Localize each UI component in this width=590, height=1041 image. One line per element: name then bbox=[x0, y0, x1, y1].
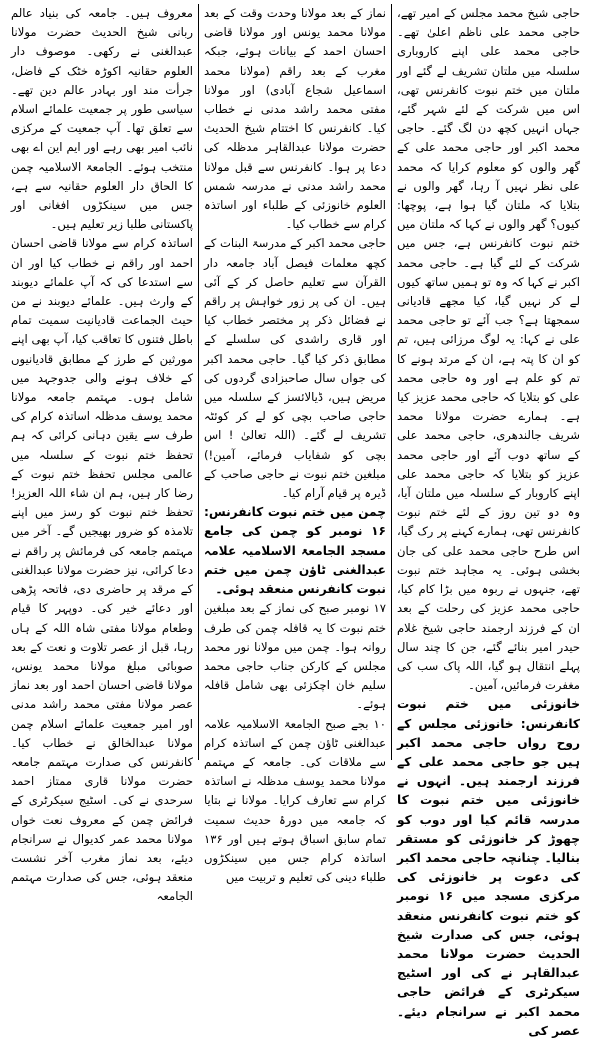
paragraph: حاجی شیخ محمد مجلس کے امیر تھے، حاجی محمد علی ناظم اعلیٰ تھے۔ حاجی محمد علی اپنے کاروباری سلسلہ میں ملتان تشریف لے گئے اور ملتان میں ختم نبوت کانفرنس تھی، اس میں شرکت کے لئے شہر گئے، جہاں انہیں کچھ دن لگ گئے۔ حاجی محمد اکبر اور حاجی محمد علی کے گھر والوں کو معلوم کرایا کہ محمد علی نظر نہیں آ رہا، گھر والوں نے بتلایا کہ ملتان گیا ہوا ہے، پوچھا: کیوں؟ گھر والوں نے کہا کہ ملتان میں ختم نبوت کانفرنس ہے، جس میں شرکت کے لئے گیا ہے۔ حاجی محمد اکبر نے کہا کہ وہ تو ہمیں ساتھ کیوں لے کر نہیں گیا، کیا مجھے قادیانی سمجھتا ہے؟ جب آئے تو حاجی محمد علی نے کہا: یہ لوگ مرزائی ہیں، تم کو ان کا پتہ ہے، ان کے مرتد ہونے کا تم کو علم ہے اور وہ حاجی محمد علی کو بتلایا کہ حاجی محمد عزیز کیا ہے۔ ہمارے حضرت مولانا محمد شریف جالندھری، حاجی محمد علی کے ساتھ دوب آئے اور حاجی محمد عزیز کو بتلایا کہ حاجی محمد علی اپنے کاروبار کے سلسلہ میں ملتان آیا، وہ دو تین روز کے لئے ختم نبوت کانفرنس تھی، ہمارے کہنے پر رک گیا، اس طرح حاجی محمد علی کی جان بخشی ہوئی۔ یہ مجاہد ختم نبوت تھے، جنہوں نے ربوہ میں بڑا کام کیا، حاجی محمد عزیز کی رحلت کے بعد ان کے فرزند ارجمند حاجی شیخ غلام حیدر امیر بنائے گئے، جن کا چند سال پہلے انتقال ہو گیا، اللہ پاک سب کی مغفرت فرمائیں، آمین۔ bbox=[397, 6, 580, 693]
section-heading-chaman bbox=[204, 503, 386, 599]
heading-text: خانوزئی مجلس کے روح رواں حاجی محمد اکبر ہیں جو حاجی محمد علی کے فرزند ارجمند ہیں۔ انہوں نے خانوزئی میں ختم نبوت کا مدرسہ قائم کیا اور دوب کو چھوڑ کر خانوزئی کو مستقر بنالیا۔ چنانچہ حاجی محمد اکبر کی دعوت پر خانوزئی کی مرکزی مسجد میں ۱۶ نومبر کو ختم نبوت کانفرنس منعقد ہوئی، جس کی صدارت شیخ الحدیث حضرت مولانا محمد عبدالقاہر نے کی اور اسٹیج سیکرٹری کے فرائض حاجی محمد اکبر نے سرانجام دیئے۔ عصر کی bbox=[397, 716, 580, 1038]
paragraph: ۱۷ نومبر صبح کی نماز کے بعد مبلغین ختم نبوت کا یہ قافلہ چمن کی طرف روانہ ہوا۔ چمن میں مولانا نور محمد مجلس کے کارکن جناب حاجی محمد سلیم خان اچکزئی بھی شامل قافلہ ہوئے۔ bbox=[204, 601, 386, 712]
heading-lead: خانوزئی میں ختم نبوت کانفرنس: bbox=[397, 697, 580, 731]
section-heading-khanozai bbox=[397, 695, 580, 1041]
paragraph: اساتذہ کرام سے مولانا قاضی احسان احمد اور راقم نے خطاب کیا اور ان سے استدعا کی کہ آپ علمائے دیوبند کے وارث ہیں۔ علمائے دیوبند نے من حیث الجماعت قادیانیت سمیت تمام باطل فتنوں کا تعاقب کیا، آپ بھی اپنے مورثین کے طرز کے مطابق قادیانیوں کے خلاف ہونے والی جدوجہد میں شامل ہوں۔ مہتمم جامعہ مولانا محمد یوسف مدظلہ اساتذہ کرام کی طرف سے یقین دہانی کرائی کہ ہم تحفظ ختم نبوت کے سلسلہ میں عالمی مجلس تحفظ ختم نبوت کے رضا کار ہیں، ہم ان شاء اللہ العزیز! تحفظ ختم نبوت کو رسز میں اپنے تلامذہ کو ضرور بھیجیں گے۔ آخر میں مہتمم جامعہ کی فرمائش پر راقم نے دعا کرائی، نیز حضرت مولانا عبدالغنی کے مرقد پر حاضری دی، فاتحہ پڑھی اور دعائے خیر کی۔ دوپہر کا قیام وطعام مولانا مفتی شاہ اللہ کے ہاں رہا، قبل از عصر تلاوت و نعت کے بعد صوبائی مبلغ مولانا محمد یونس، مولانا قاضی احسان احمد اور بعد نماز عصر مولانا مفتی محمد راشد مدنی اور امیر جمعیت علمائے اسلام چمن مولانا عبدالخالق نے خطاب کیا۔ کانفرنس کی صدارت مہتمم جامعہ حضرت مولانا قاری ممتاز احمد سرحدی نے کی۔ اسٹیج سیکرٹری کے فرائض چمن کے معروف نعت خواں مولانا محمد عمر کدیوال نے سرانجام دیئے، بعد نماز مغرب آخر نشست منعقد ہوئی، جس کی صدارت مہتمم الجامعہ bbox=[11, 236, 193, 904]
paragraph: ۱۰ بجے صبح الجامعۃ الاسلامیہ علامہ عبدالغنی ٹاؤن چمن کے اساتذہ کرام سے ملاقات کی۔ جامعہ کے مہتمم مولانا محمد یوسف مدظلہ نے اساتذہ کرام سے تعارف کرایا۔ مولانا نے بتایا کہ جامعہ میں دورۂ حدیث سمیت تمام سابق اسباق ہوتے ہیں اور ۱۳۶ اساتذہ کرام جس میں سینکڑوں طلباء دینی کی تعلیم و تربیت میں bbox=[204, 716, 386, 885]
paragraph: حاجی محمد اکبر کے مدرسۃ البنات کے کچھ معلمات فیصل آباد جامعہ دار القرآن سے تعلیم حاصل کر کے آئی ہیں۔ ان کی پر زور خواہش پر راقم نے فضائل ذکر پر مختصر خطاب کیا اور قاری راشدی کی سلسلے کے مطابق ذکر کیا گیا۔ حاجی محمد اکبر کی جواں سال صاحبزادی گردوں کی مریض ہیں، ڈیالائسز کے سلسلہ میں حاجی صاحب بچی کو لے کر کوئٹہ تشریف لے گئے۔ (اللہ تعالیٰ ! اس بچی کو شفایاب فرمائے، آمین!) مبلغین ختم نبوت نے حاجی صاحب کے ڈیرہ پر قیام آرام کیا۔ bbox=[204, 236, 386, 501]
column-middle bbox=[199, 4, 392, 885]
column-left bbox=[6, 4, 199, 904]
heading-lead: چمن میں ختم نبوت کانفرنس: bbox=[204, 505, 386, 520]
paragraph: نماز کے بعد مولانا وحدت وقت کے بعد مولانا محمد یونس اور مولانا قاضی احسان احمد کے بیانات ہوئے، جبکہ مغرب کے بعد راقم (مولانا محمد اسماعیل شجاع آبادی) اور مولانا مفتی محمد راشد مدنی نے خطاب کیا۔ کانفرنس کا اختتام شیخ الحدیث حضرت مولانا عبدالقاہر مدظلہ کی دعا پر ہوا۔ کانفرنس سے قبل مولانا محمد راشد مدنی نے مدرسہ شمس العلوم خانوزئی کے طلباء اور اساتذہ کرام سے خطاب کیا۔ bbox=[204, 6, 386, 232]
heading-text: ۱۶ نومبر کو چمن کی جامع مسجد الجامعۃ الاسلامیہ علامہ عبدالغنی ٹاؤن چمن میں ختم نبوت کانفرنس منعقد ہوئی۔ bbox=[204, 524, 386, 597]
column-right bbox=[392, 4, 585, 1038]
paragraph: معروف ہیں۔ جامعہ کی بنیاد عالم ربانی شیخ الحدیث حضرت مولانا عبدالغنی نے رکھی۔ موصوف دار العلوم حقانیہ اکوڑہ خٹک کے فاضل، جرأت مند اور بہادر عالم دین تھے۔ سیاسی طور پر جمعیت علمائے اسلام سے تعلق تھا۔ آپ جمعیت کے مرکزی نائب امیر بھی رہے اور ایم این اے بھی منتخب ہوئے۔ الجامعۃ الاسلامیہ چمن کا الحاق دار العلوم حقانیہ سے ہے، جس میں سینکڑوں افغانی اور پاکستانی طلبا زیر تعلیم ہیں۔ bbox=[11, 6, 193, 232]
